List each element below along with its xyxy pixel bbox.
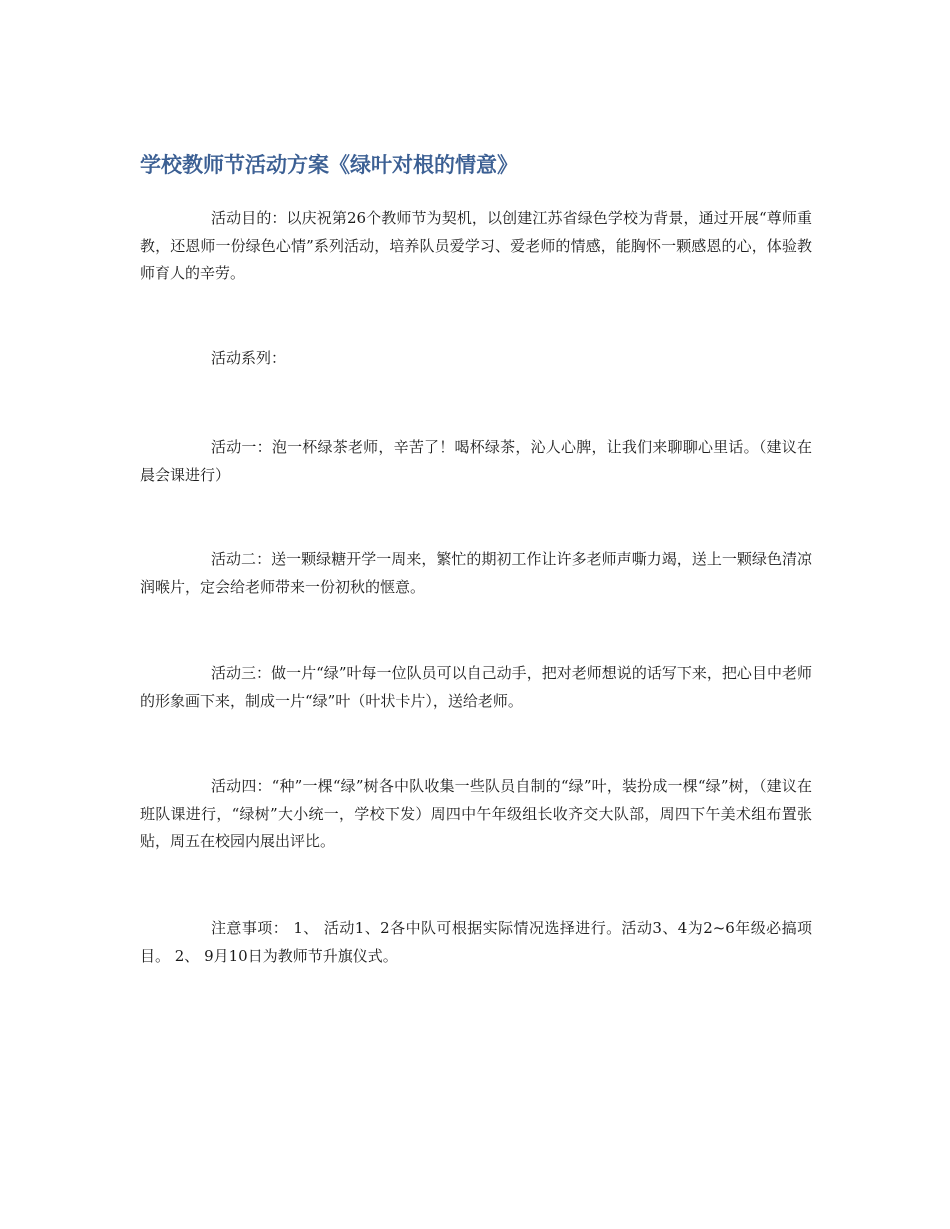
paragraph-purpose: 活动目的：以庆祝第26个教师节为契机，以创建江苏省绿色学校为背景，通过开展“尊师重教，还恩师一份绿色心情”系列活动，培养队员爱学习、爱老师的情感，能胸怀一颗感恩的心，体验教师育人的辛劳。	[140, 209, 812, 282]
paragraph-notes: 注意事项： 1、 活动1、2各中队可根据实际情况选择进行。活动3、4为2~6年级必搞项目。 2、 9月10日为教师节升旗仪式。	[140, 919, 812, 965]
paragraph-series-heading: 活动系列：	[211, 349, 287, 367]
paragraph-activity-one: 活动一：泡一杯绿茶老师，辛苦了！喝杯绿茶，沁人心脾，让我们来聊聊心里话。（建议在晨会课进行）	[140, 438, 812, 484]
paragraph-activity-four: 活动四：“种”一棵“绿”树各中队收集一些队员自制的“绿”叶，装扮成一棵“绿”树，（建议在班队课进行，“绿树”大小统一，学校下发）周四中午年级组长收齐交大队部，周四下午美术组布置张贴，周五在校园内展出评比。	[140, 777, 812, 850]
document-title: 学校教师节活动方案《绿叶对根的情意》	[140, 153, 518, 177]
paragraph-activity-two: 活动二：送一颗绿糖开学一周来，繁忙的期初工作让许多老师声嘶力竭，送上一颗绿色清凉润喉片，定会给老师带来一份初秋的惬意。	[140, 550, 812, 596]
paragraph-activity-three: 活动三：做一片“绿”叶每一位队员可以自己动手，把对老师想说的话写下来，把心目中老师的形象画下来，制成一片“绿”叶（叶状卡片），送给老师。	[140, 664, 812, 710]
